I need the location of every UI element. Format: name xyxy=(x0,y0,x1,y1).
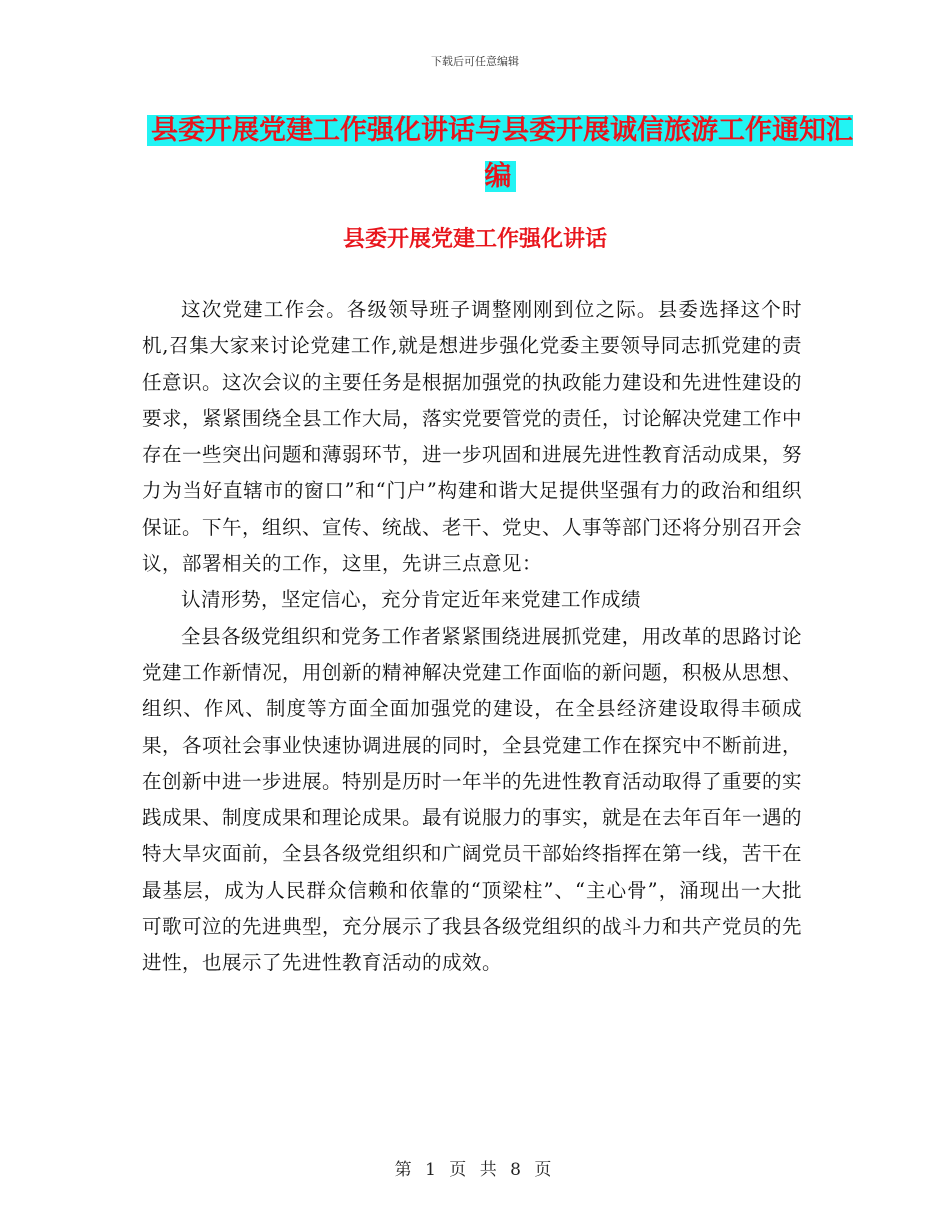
document-title xyxy=(140,108,860,200)
page-number: 第 1 页 共 8 页 xyxy=(394,1160,556,1180)
document-title-text: 县委开展党建工作强化讲话与县委开展诚信旅游工作通知汇编 xyxy=(147,115,853,192)
paragraph: 这次党建工作会。各级领导班子调整刚刚到位之际。县委选择这个时机,召集大家来讨论党建工作,就是想进步强化党委主要领导同志抓党建的责任意识。这次会议的主要任务是根据加强党的执政能力建设和先进性建设的要求，紧紧围绕全县工作大局，落实党要管党的责任，讨论解决党建工作中存在一些突出问题和薄弱环节，进一步巩固和进展先进性教育活动成果，努力为当好直辖市的窗口”和“门户”构建和谐大足提供坚强有力的政治和组织保证。下午，组织、宣传、统战、老干、党史、人事等部门还将分别召开会议，部署相关的工作，这里，先讲三点意见： xyxy=(142,298,803,576)
document-body xyxy=(142,292,802,982)
header-note: 下载后可任意编辑 xyxy=(431,55,519,68)
paragraph: 认清形势，坚定信心，充分肯定近年来党建工作成绩 xyxy=(181,588,642,612)
paragraph: 全县各级党组织和党务工作者紧紧围绕进展抓党建，用改革的思路讨论党建工作新情况，用创新的精神解决党建工作面临的新问题，积极从思想、组织、作风、制度等方面全面加强党的建设，在全县经济建设取得丰硕成果，各项社会事业快速协调进展的同时，全县党建工作在探究中不断前进，在创新中进一步进展。特别是历时一年半的先进性教育活动取得了重要的实践成果、制度成果和理论成果。最有说服力的事实，就是在去年百年一遇的特大旱灾面前，全县各级党组织和广阔党员干部始终指挥在第一线，苦干在最基层，成为人民群众信赖和依靠的“顶梁柱”、“主心骨”，涌现出一大批可歌可泣的先进典型，充分展示了我县各级党组织的战斗力和共产党员的先进性，也展示了先进性教育活动的成效。 xyxy=(142,624,803,975)
section-title: 县委开展党建工作强化讲话 xyxy=(342,226,607,252)
